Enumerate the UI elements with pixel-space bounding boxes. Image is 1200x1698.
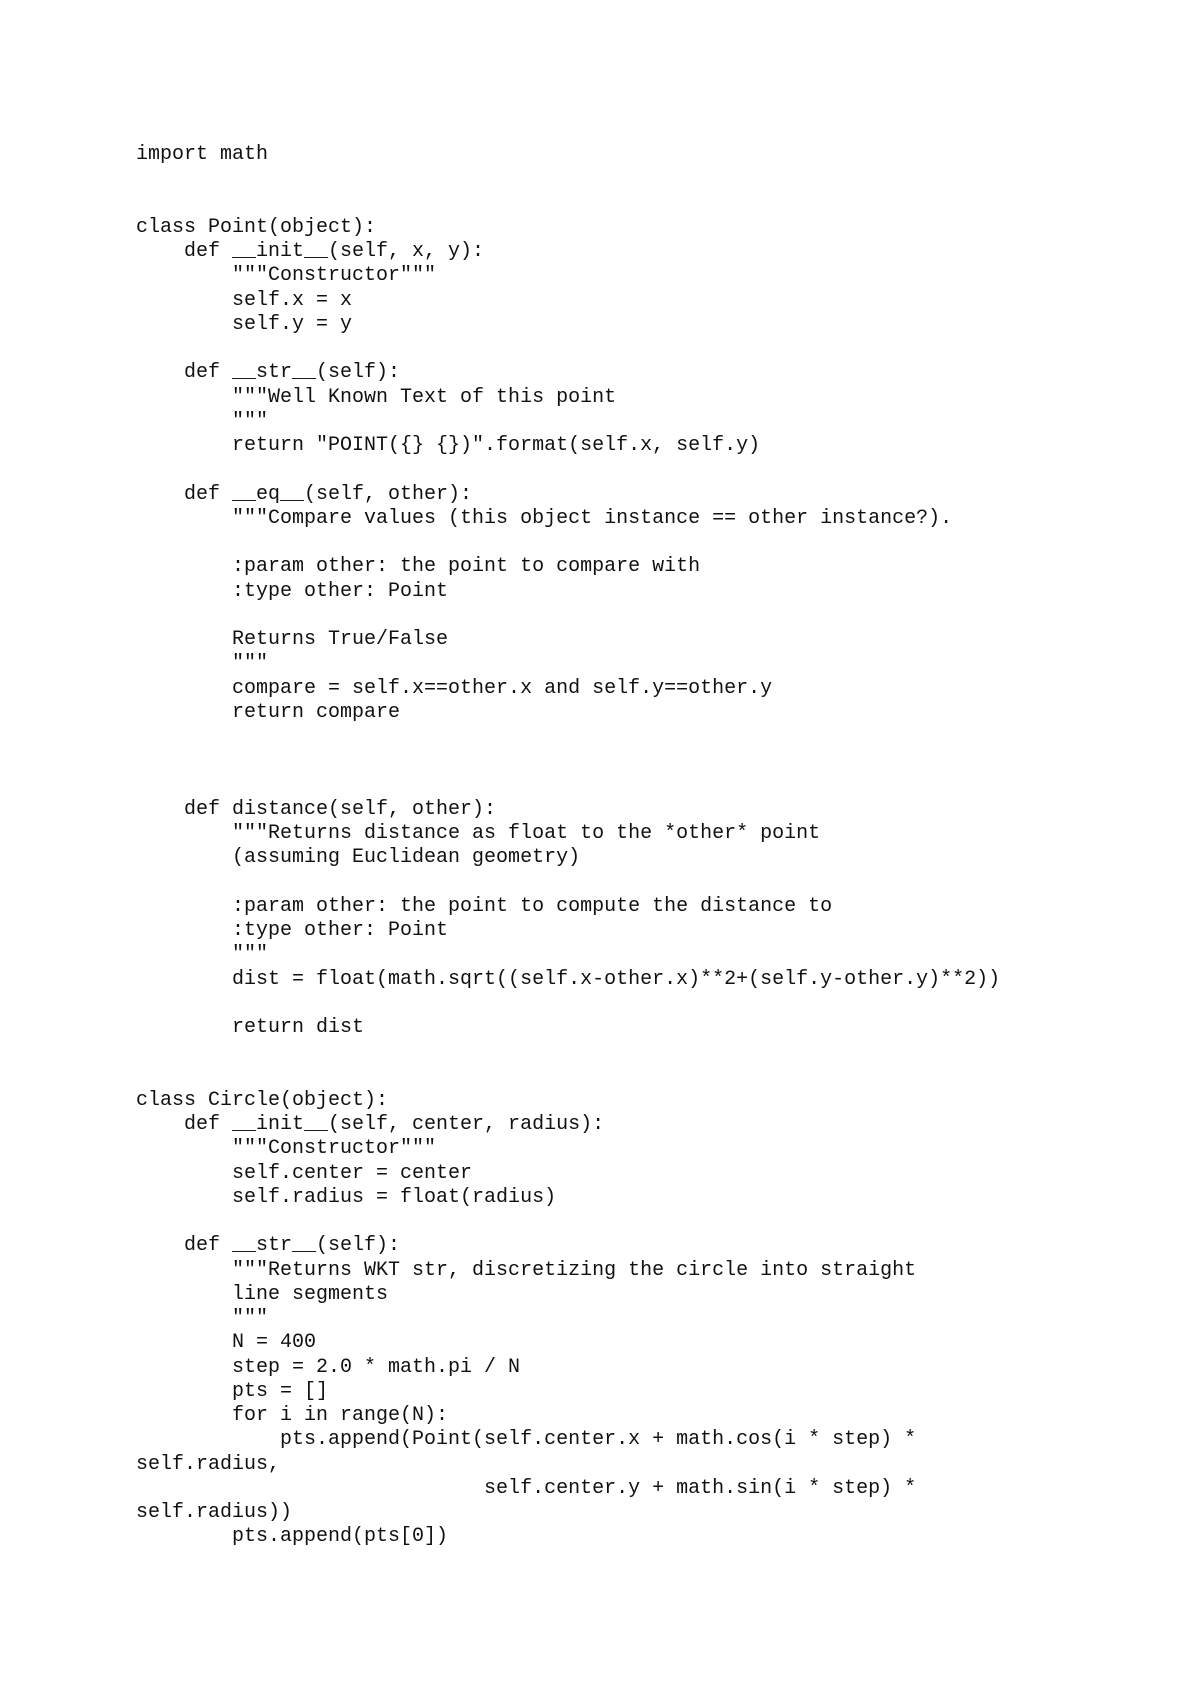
code-line: (assuming Euclidean geometry) (136, 846, 581, 870)
code-listing (136, 143, 1000, 1550)
code-line: def distance(self, other): (136, 797, 497, 821)
code-line (136, 1065, 1000, 1089)
code-line: self.y = y (136, 312, 353, 336)
code-line: """ (136, 409, 269, 433)
code-line: def __init__(self, center, radius): (136, 1113, 605, 1136)
code-line: def __eq__(self, other): (136, 482, 473, 506)
code-line: dist = float(math.sqrt((self.x-other.x)**2+(self.y-other.y)**2)) (136, 967, 1001, 991)
code-line (136, 531, 1000, 555)
code-line (136, 604, 1000, 628)
code-line: class Circle(object): (136, 1088, 389, 1112)
code-line: :type other: Point (136, 579, 449, 603)
code-line: N = 400 (136, 1331, 317, 1355)
code-line: return "POINT({} {})".format(self.x, self.y) (136, 434, 761, 457)
code-line (136, 992, 1000, 1016)
code-line: """Compare values (this object instance == other instance?). (136, 506, 953, 530)
code-line: """Constructor""" (136, 264, 437, 288)
code-line (136, 871, 1000, 895)
code-line: self.x = x (136, 288, 353, 312)
code-line: return dist (136, 1016, 365, 1039)
code-line: import math (136, 143, 269, 166)
code-line: pts.append(Point(self.center.x + math.cos(i * step) * (136, 1428, 917, 1452)
code-line: compare = self.x==other.x and self.y==other.y (136, 676, 773, 700)
code-line: line segments (136, 1282, 389, 1306)
code-line (136, 749, 1000, 773)
code-line: """Well Known Text of this point (136, 385, 617, 409)
code-line: step = 2.0 * math.pi / N (136, 1355, 521, 1379)
code-line: class Point(object): (136, 215, 377, 239)
code-line (136, 458, 1000, 482)
code-line (136, 192, 1000, 216)
code-line: :param other: the point to compare with (136, 555, 701, 579)
code-line: self.radius = float(radius) (136, 1185, 557, 1209)
code-line: """Constructor""" (136, 1137, 437, 1161)
code-line: """ (136, 652, 269, 676)
code-line (136, 725, 1000, 749)
code-line (136, 337, 1000, 361)
code-line: :param other: the point to compute the distance to (136, 894, 833, 918)
code-line: return compare (136, 700, 401, 724)
code-line: """ (136, 943, 269, 967)
code-line (136, 774, 1000, 798)
code-line: :type other: Point (136, 919, 449, 942)
code-line: self.radius)) (136, 1501, 293, 1524)
code-line: """ (136, 1307, 269, 1330)
code-line: self.radius, (136, 1452, 281, 1476)
code-line: Returns True/False (136, 628, 449, 651)
code-line: def __str__(self): (136, 361, 401, 385)
code-line: self.center = center (136, 1161, 473, 1185)
code-line (136, 1210, 1000, 1234)
code-line (136, 167, 1000, 191)
code-line: """Returns distance as float to the *other* point (136, 822, 821, 845)
code-line: for i in range(N): (136, 1404, 449, 1427)
code-line: self.center.y + math.sin(i * step) * (136, 1476, 917, 1500)
code-line: pts = [] (136, 1379, 329, 1403)
code-line: """Returns WKT str, discretizing the circle into straight (136, 1258, 917, 1282)
code-line: def __init__(self, x, y): (136, 240, 485, 263)
code-line (136, 1040, 1000, 1064)
code-line: def __str__(self): (136, 1234, 401, 1258)
code-line: pts.append(pts[0]) (136, 1525, 449, 1549)
